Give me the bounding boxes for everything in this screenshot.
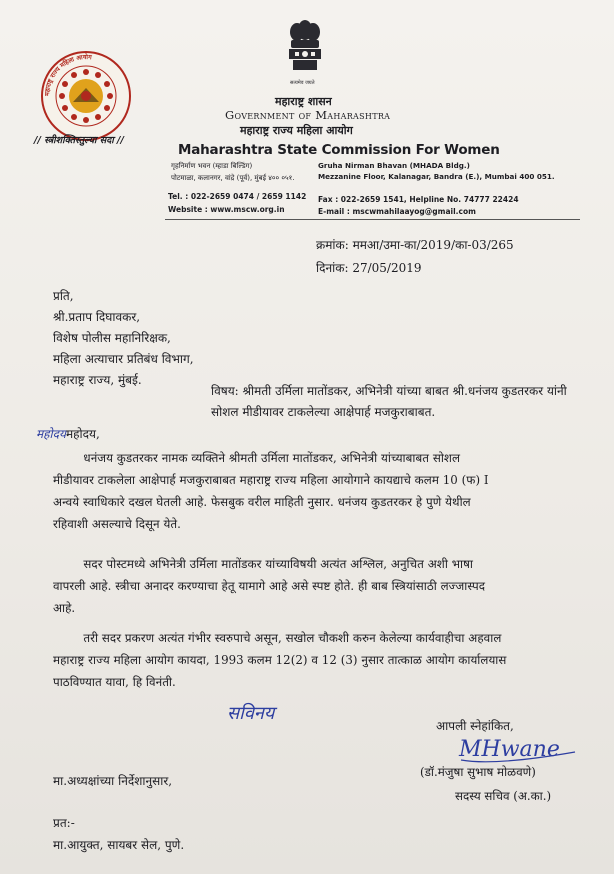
letterhead-divider xyxy=(165,219,580,220)
signer-name: (डॉ.मंजुषा सुभाष मोळवणे) xyxy=(420,765,536,779)
body-paragraph-3: तरी सदर प्रकरण अत्यंत गंभीर स्वरुपाचे असून, सखोल चौकशी करुन केलेल्या कार्यवाहीचा अहवाल महाराष्ट्र राज्य महिला आयोग कायदा, 1993 कलम 12(2) व 12 (3) नुसार तात्काळ आयोग कार्यालयास पाठविण्यात यावा, हि विनंती. xyxy=(53,631,507,689)
handwritten-closing-icon xyxy=(225,697,315,727)
closing: आपली स्नेहांकित, xyxy=(436,719,514,733)
handwritten-closing: सविनय xyxy=(227,703,275,724)
commission-name-marathi: महाराष्ट्र राज्य महिला आयोग xyxy=(240,124,353,137)
address-marathi: गृहनिर्माण भवन (म्हाडा बिल्डिंग) पोटमाळा, कलानगर, वांद्रे (पूर्व), मुंबई ४०० ०५१. xyxy=(171,162,295,182)
address-english: Gruha Nirman Bhavan (MHADA Bldg.) Mezzanine Floor, Kalanagar, Bandra (E.), Mumbai 400 051. xyxy=(318,161,555,181)
signer-title: सदस्य सचिव (अ.का.) xyxy=(455,789,552,803)
reference-number: क्रमांक: ममआ/उमा-का/2019/का-03/265 xyxy=(316,238,514,252)
salutation xyxy=(36,425,100,442)
body-paragraph-1: धनंजय कुडतरकर नामक व्यक्तिने श्रीमती उर्मिला मातोंडकर, अभिनेत्री यांच्याबाबत सोशल मीडीयावर टाकलेला आक्षेपार्ह मजकुराबाबत महाराष्ट्र राज्य महिला आयोगाने कायद्याचे कलम 10 (फ) I अन्वये स्वाधिकारे दखल घेतली आहे. फेसबुक वरील माहिती नुसार. धनंजय कुडतरकर हे पुणे येथील रहिवाशी असल्याचे दिसून येते. xyxy=(53,451,489,531)
copy-to-recipient: मा.आयुक्त, सायबर सेल, पुणे. xyxy=(53,838,185,852)
signature-text: MHwane xyxy=(459,737,560,762)
salutation-printed: महोदय, xyxy=(66,427,100,441)
motto: // स्त्रीशक्तिस्तुल्या सदा // xyxy=(34,135,124,146)
letter-date: दिनांक: 27/05/2019 xyxy=(316,261,422,275)
commission-logo-icon xyxy=(40,50,132,142)
emblem-caption: सत्यमेव जयते xyxy=(290,80,315,86)
subject-line: विषय: श्रीमती उर्मिला मातोंडकर, अभिनेत्री यांच्या बाबत श्री.धनंजय कुडतरकर यांनी सोशल मीडीयावर टाकलेल्या आक्षेपार्ह मजकुराबाबत. xyxy=(211,384,567,419)
body-paragraph-2: सदर पोस्टमध्ये अभिनेत्री उर्मिला मातोंडकर यांच्याविषयी अत्यंत अश्लिल, अनुचित अशी भाषा वापरली आहे. स्त्रीचा अनादर करण्याचा हेतू यामागे आहे असे स्पष्ट होते. ही बाब स्त्रियांसाठी लज्जास्पद आहे. xyxy=(53,557,486,615)
logo-ring-text: महाराष्ट्र राज्य महिला आयोग xyxy=(43,53,92,97)
salutation-handwritten: महोदय xyxy=(36,427,66,441)
government-name-marathi: महाराष्ट्र शासन xyxy=(275,95,332,108)
government-name-english: Government of Maharashtra xyxy=(225,108,391,122)
contact-fax-email: Fax : 022-2659 1541, Helpline No. 74777 22424 E-mail : mscwmahilaayog@gmail.com xyxy=(318,194,519,216)
contact-phone-website: Tel. : 022-2659 0474 / 2659 1142 Website : www.mscw.org.in xyxy=(168,192,307,214)
order-note: मा.अध्यक्षांच्या निर्देशानुसार, xyxy=(53,774,173,788)
national-emblem-icon xyxy=(283,18,327,80)
copy-to-label: प्रत:- xyxy=(53,816,75,830)
commission-name-english: Maharashtra State Commission For Women xyxy=(178,142,500,158)
addressee-block: प्रति, श्री.प्रताप दिघावकर, विशेष पोलीस महानिरिक्षक, महिला अत्याचार प्रतिबंध विभाग, महाराष्ट्र राज्य, मुंबई. xyxy=(53,289,194,387)
